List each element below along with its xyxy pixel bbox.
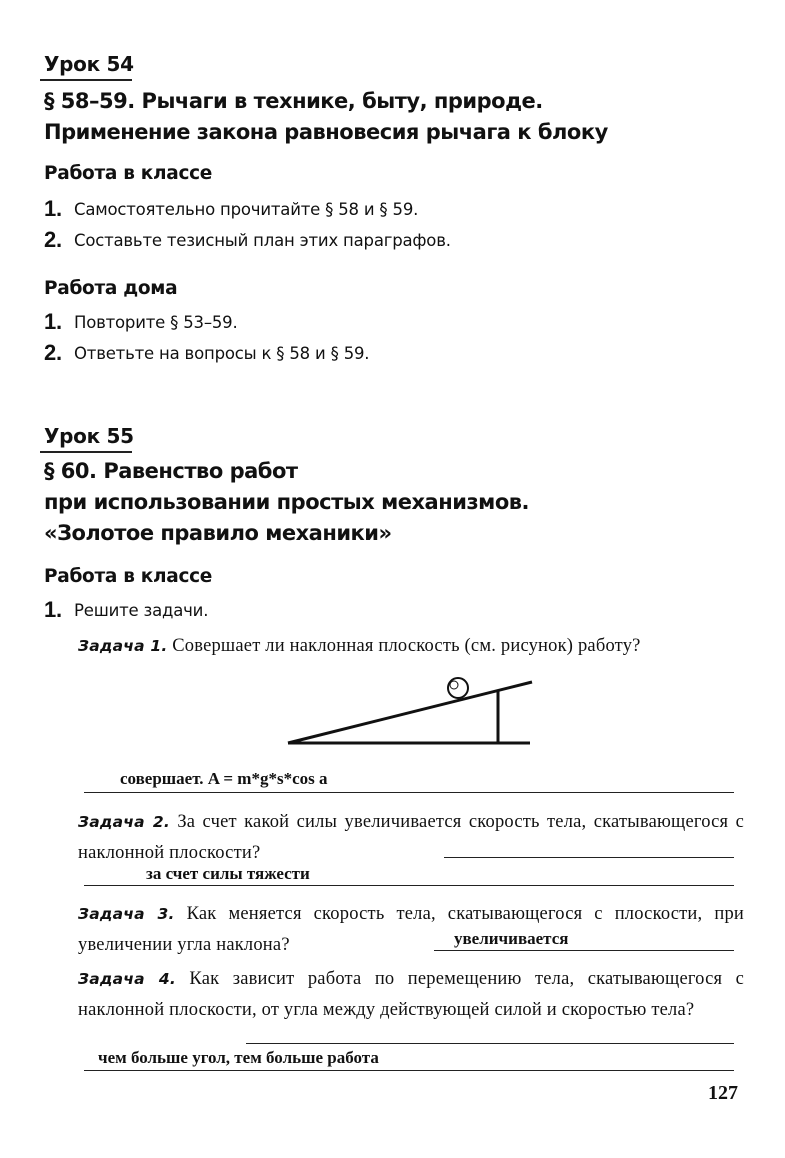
task-4 (78, 964, 744, 1026)
task-2-answer-line-2 (84, 885, 734, 886)
task-label: Задача 2. (78, 813, 170, 831)
page-number: 127 (708, 1082, 738, 1104)
task-3 (78, 899, 744, 961)
lesson-55-class-work-heading: Работа в классе (44, 566, 213, 587)
lesson-55-title-line-3: «Золотое правило механики» (44, 521, 392, 545)
task-label: Задача 4. (78, 970, 176, 988)
lesson-54-class-item-1 (44, 196, 744, 224)
item-text: Составьте тезисный план этих параграфов. (74, 231, 451, 250)
task-1-answer: совершает. A = m*g*s*cos a (120, 769, 328, 788)
lesson-54-home-work-heading: Работа дома (44, 278, 178, 299)
lesson-54-class-item-2 (44, 227, 744, 255)
task-3-answer: увеличивается (454, 929, 569, 948)
task-question: Как зависит работа по перемещению тела, скатывающегося с наклонной плоскости, от угла между действующей силой и скоростью тела? (78, 969, 745, 1020)
item-text: Решите задачи. (74, 601, 209, 620)
lesson-54-home-item-2 (44, 340, 744, 368)
item-number: 1. (44, 196, 62, 221)
task-label: Задача 3. (78, 905, 175, 923)
item-number: 2. (44, 340, 62, 365)
lesson-55-title-line-1: § 60. Равенство работ (44, 459, 298, 483)
ball-highlight (450, 681, 458, 689)
task-1-answer-line (84, 792, 734, 793)
task-4-answer-line-1 (246, 1043, 734, 1044)
lesson-55-class-item-1 (44, 597, 744, 625)
lesson-54-class-work-heading: Работа в классе (44, 163, 213, 184)
lesson-55-underline (40, 451, 132, 453)
task-2-answer-line-1 (444, 857, 734, 858)
task-2 (78, 807, 744, 869)
lesson-54-title-line-1: § 58–59. Рычаги в технике, быту, природе. (44, 89, 543, 113)
lesson-54-home-item-1 (44, 309, 744, 337)
task-2-answer: за счет силы тяжести (146, 864, 310, 883)
item-number: 1. (44, 597, 62, 622)
item-text: Повторите § 53–59. (74, 313, 238, 332)
task-question: Как меняется скорость тела, скатывающегося с плоскости, при увеличении угла наклона? (78, 904, 744, 955)
incline-slope (288, 682, 532, 743)
lesson-55-title (44, 456, 764, 549)
lesson-54-title-line-2: Применение закона равновесия рычага к блоку (44, 120, 608, 144)
task-1 (78, 631, 744, 662)
task-label: Задача 1. (78, 637, 168, 655)
lesson-54-title (44, 86, 764, 148)
task-question: За счет какой силы увеличивается скорость тела, скатывающегося с наклонной плоскости? (78, 812, 745, 863)
item-number: 1. (44, 309, 62, 334)
lesson-55-title-line-2: при использовании простых механизмов. (44, 490, 530, 514)
lesson-54-label: Урок 54 (44, 52, 134, 76)
item-text: Самостоятельно прочитайте § 58 и § 59. (74, 200, 419, 219)
task-4-answer: чем больше угол, тем больше работа (98, 1048, 379, 1067)
item-number: 2. (44, 227, 62, 252)
task-4-answer-line-2 (84, 1070, 734, 1071)
item-text: Ответьте на вопросы к § 58 и § 59. (74, 344, 370, 363)
task-3-answer-line (434, 950, 734, 951)
lesson-54-underline (40, 79, 132, 81)
lesson-55-label: Урок 55 (44, 424, 134, 448)
inclined-plane-figure (282, 670, 542, 750)
task-question: Совершает ли наклонная плоскость (см. рисунок) работу? (172, 636, 641, 656)
